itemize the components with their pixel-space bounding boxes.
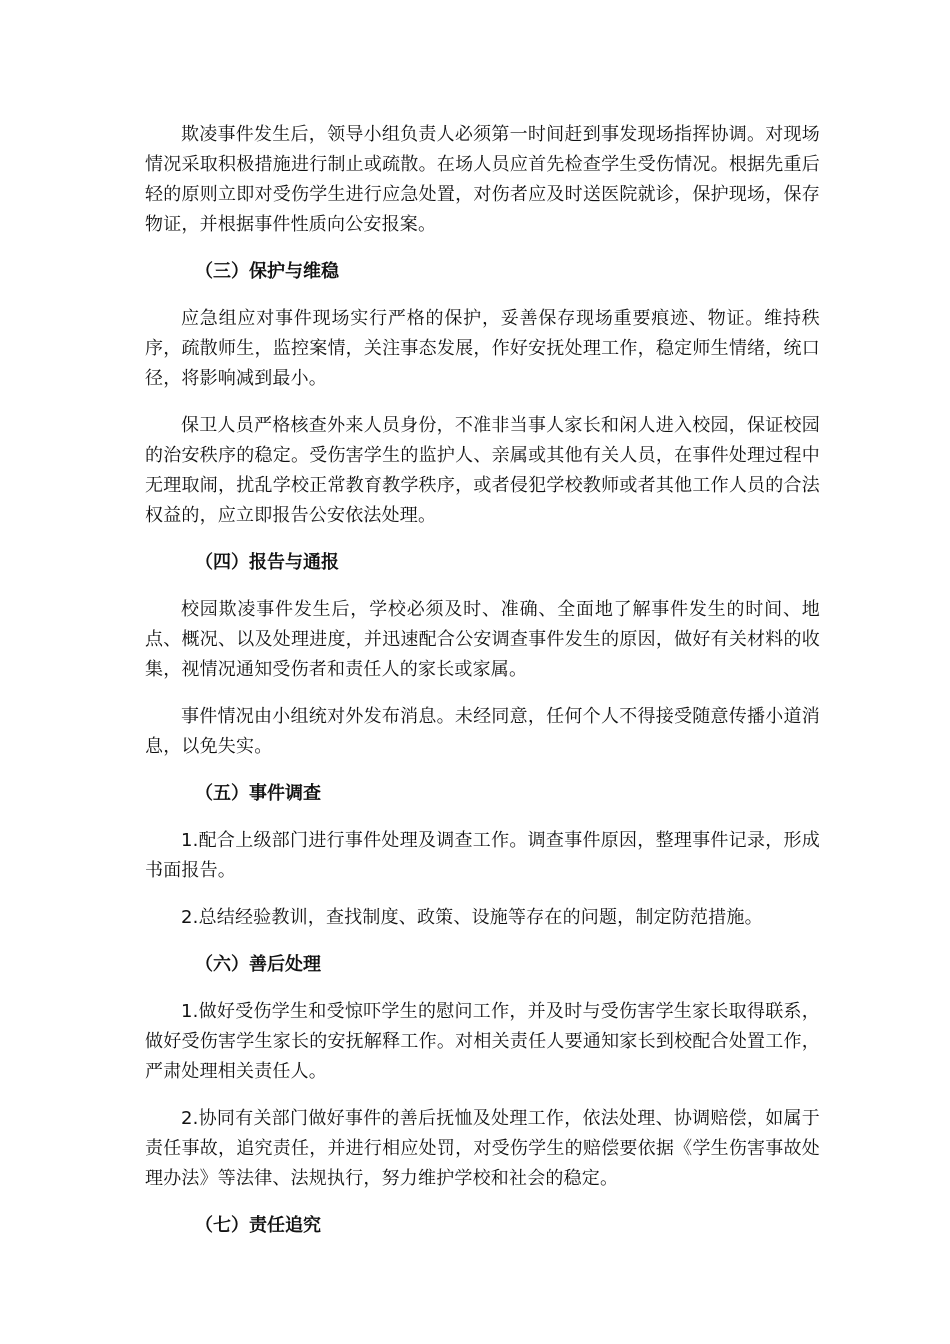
- paragraph-security-check: 保卫人员严格核查外来人员身份，不准非当事人家长和闲人进入校园，保证校园的治安秩序的稳定。受伤害学生的监护人、亲属或其他有关人员，在事件处理过程中无理取闹，扰乱学校正常教育教学秩序，或者侵犯学校教师或者其他工作人员的合法权益的，应立即报告公安依法处理。: [145, 415, 820, 526]
- section-heading-reporting: （四）报告与通报: [195, 552, 339, 573]
- section-heading-investigation: （五）事件调查: [195, 783, 321, 804]
- section-heading-accountability: （七）责任追究: [195, 1215, 321, 1236]
- paragraph-investigation-2: 2.总结经验教训，查找制度、政策、设施等存在的问题，制定防范措施。: [181, 907, 763, 928]
- paragraph-aftermath-1: 1.做好受伤学生和受惊吓学生的慰问工作，并及时与受伤害学生家长取得联系，做好受伤害学生家长的安抚解释工作。对相关责任人要通知家长到校配合处置工作，严肃处理相关责任人。: [145, 1001, 820, 1082]
- section-heading-protection: （三）保护与维稳: [195, 261, 339, 282]
- paragraph-emergency-response: 欺凌事件发生后，领导小组负责人必须第一时间赶到事发现场指挥协调。对现场情况采取积极措施进行制止或疏散。在场人员应首先检查学生受伤情况。根据先重后轻的原则立即对受伤学生进行应急处置，对伤者应及时送医院就诊，保护现场，保存物证，并根据事件性质向公安报案。: [145, 124, 820, 235]
- paragraph-investigation-1: 1.配合上级部门进行事件处理及调查工作。调查事件原因，整理事件记录，形成书面报告。: [145, 830, 820, 881]
- paragraph-incident-reporting: 校园欺凌事件发生后，学校必须及时、准确、全面地了解事件发生的时间、地点、概况、以及处理进度，并迅速配合公安调查事件发生的原因，做好有关材料的收集，视情况通知受伤者和责任人的家长或家属。: [145, 599, 820, 680]
- paragraph-scene-protection: 应急组应对事件现场实行严格的保护，妥善保存现场重要痕迹、物证。维持秩序，疏散师生，监控案情，关注事态发展，作好安抚处理工作，稳定师生情绪，统口径，将影响减到最小。: [145, 308, 820, 389]
- paragraph-information-release: 事件情况由小组统对外发布消息。未经同意，任何个人不得接受随意传播小道消息，以免失实。: [145, 706, 820, 757]
- paragraph-aftermath-2: 2.协同有关部门做好事件的善后抚恤及处理工作，依法处理、协调赔偿，如属于责任事故，追究责任，并进行相应处罚，对受伤学生的赔偿要依据《学生伤害事故处理办法》等法律、法规执行，努力维护学校和社会的稳定。: [145, 1108, 820, 1189]
- section-heading-aftermath: （六）善后处理: [195, 954, 321, 975]
- document-body: [145, 120, 820, 1258]
